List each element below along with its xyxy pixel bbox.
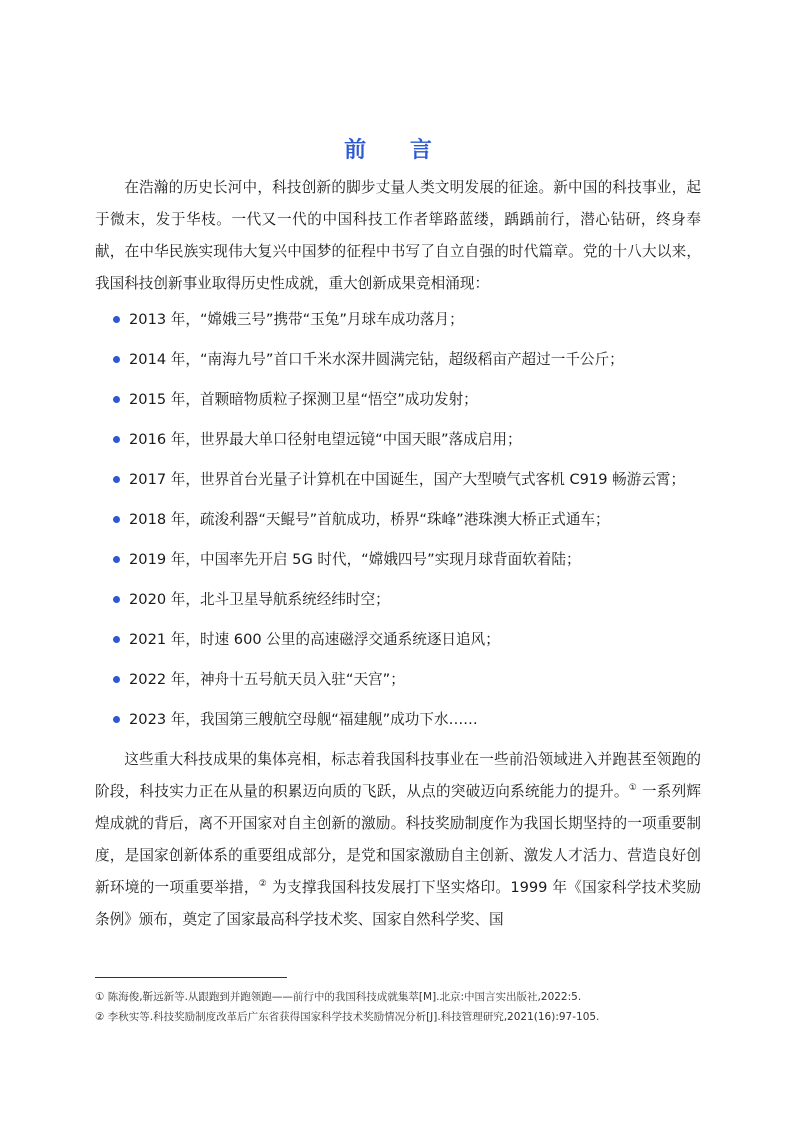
bullet-icon — [113, 636, 120, 643]
list-item-text: 2021 年，时速 600 公里的高速磁浮交通系统逐日追风； — [129, 631, 500, 648]
list-item-text: 2015 年，首颗暗物质粒子探测卫星“悟空”成功发射； — [129, 391, 478, 408]
list-item — [113, 340, 701, 380]
bullet-icon — [113, 476, 120, 483]
body-text-part1: 这些重大科技成果的集体亮相，标志着我国科技事业在一些前沿领域进入并跑甚至领跑的阶段，科技实力正在从量的积累迈向质的飞跃，从点的突破迈向系统能力的提升。 — [95, 751, 701, 800]
list-item-text: 2023 年，我国第三艘航空母舰“福建舰”成功下水…… — [129, 711, 478, 728]
list-item — [113, 500, 701, 540]
list-item-text: 2013 年，“嫦娥三号”携带“玉兔”月球车成功落月； — [129, 311, 464, 328]
intro-paragraph: 在浩瀚的历史长河中，科技创新的脚步丈量人类文明发展的征途。新中国的科技事业，起于微末，发于华枝。一代又一代的中国科技工作者筚路蓝缕，踽踽前行，潜心钻研，终身奉献，在中华民族实现伟大复兴中国梦的征程中书写了自立自强的时代篇章。党的十八大以来，我国科技创新事业取得历史性成就，重大创新成果竞相涌现： — [95, 179, 701, 292]
bullet-icon — [113, 316, 120, 323]
body-paragraph — [95, 744, 701, 936]
list-item — [113, 380, 701, 420]
milestone-list — [95, 300, 701, 740]
bullet-icon — [113, 676, 120, 683]
footnotes — [95, 987, 715, 1027]
list-item-text: 2014 年，“南海九号”首口千米水深井圆满完钻，超级稻亩产超过一千公斤； — [129, 351, 624, 368]
body-text-part3: 为支撑我国科技发展打下坚实烙印。1999 年《国家科学技术奖励条例》颁布，奠定了国家最高科学技术奖、国家自然科学奖、国 — [95, 879, 701, 928]
list-item-text: 2017 年，世界首台光量子计算机在中国诞生，国产大型喷气式客机 C919 畅游云霄； — [129, 471, 686, 488]
page-title: 前 言 — [344, 137, 450, 163]
list-item — [113, 660, 701, 700]
list-item — [113, 420, 701, 460]
list-item — [113, 580, 701, 620]
list-item-text: 2022 年，神舟十五号航天员入驻“天宫”； — [129, 671, 405, 688]
bullet-icon — [113, 436, 120, 443]
bullet-icon — [113, 716, 120, 723]
footnote-divider — [95, 977, 287, 978]
list-item-text: 2019 年，中国率先开启 5G 时代，“嫦娥四号”实现月球背面软着陆； — [129, 551, 581, 568]
footnote-1: ① 陈海俊,靳远新等.从跟跑到并跑领跑——前行中的我国科技成就集萃[M].北京:中国言实出版社,2022:5. — [95, 991, 582, 1003]
body-text-part2: 一系列辉煌成就的背后，离不开国家对自主创新的激励。科技奖励制度作为我国长期坚持的一项重要制度，是国家创新体系的重要组成部分，是党和国家激励自主创新、激发人才活力、营造良好创新环境的一项重要举措， — [95, 783, 701, 896]
bullet-icon — [113, 396, 120, 403]
list-item-text: 2018 年，疏浚利器“天鲲号”首航成功，桥界“珠峰”港珠澳大桥正式通车； — [129, 511, 610, 528]
bullet-icon — [113, 556, 120, 563]
bullet-icon — [113, 596, 120, 603]
list-item — [113, 700, 701, 740]
footnote-ref-1[interactable]: ① — [628, 783, 638, 794]
bullet-icon — [113, 356, 120, 363]
footnote-2: ② 李秋实等.科技奖励制度改革后广东省获得国家科学技术奖励情况分析[J].科技管理研究,2021(16):97-105. — [95, 1011, 600, 1023]
list-item — [113, 540, 701, 580]
footnote-ref-2[interactable]: ② — [258, 879, 268, 890]
document-body — [95, 172, 701, 936]
list-item — [113, 620, 701, 660]
list-item-text: 2020 年，北斗卫星导航系统经纬时空； — [129, 591, 390, 608]
list-item-text: 2016 年，世界最大单口径射电望远镜“中国天眼”落成启用； — [129, 431, 522, 448]
list-item — [113, 300, 701, 340]
bullet-icon — [113, 516, 120, 523]
list-item — [113, 460, 701, 500]
